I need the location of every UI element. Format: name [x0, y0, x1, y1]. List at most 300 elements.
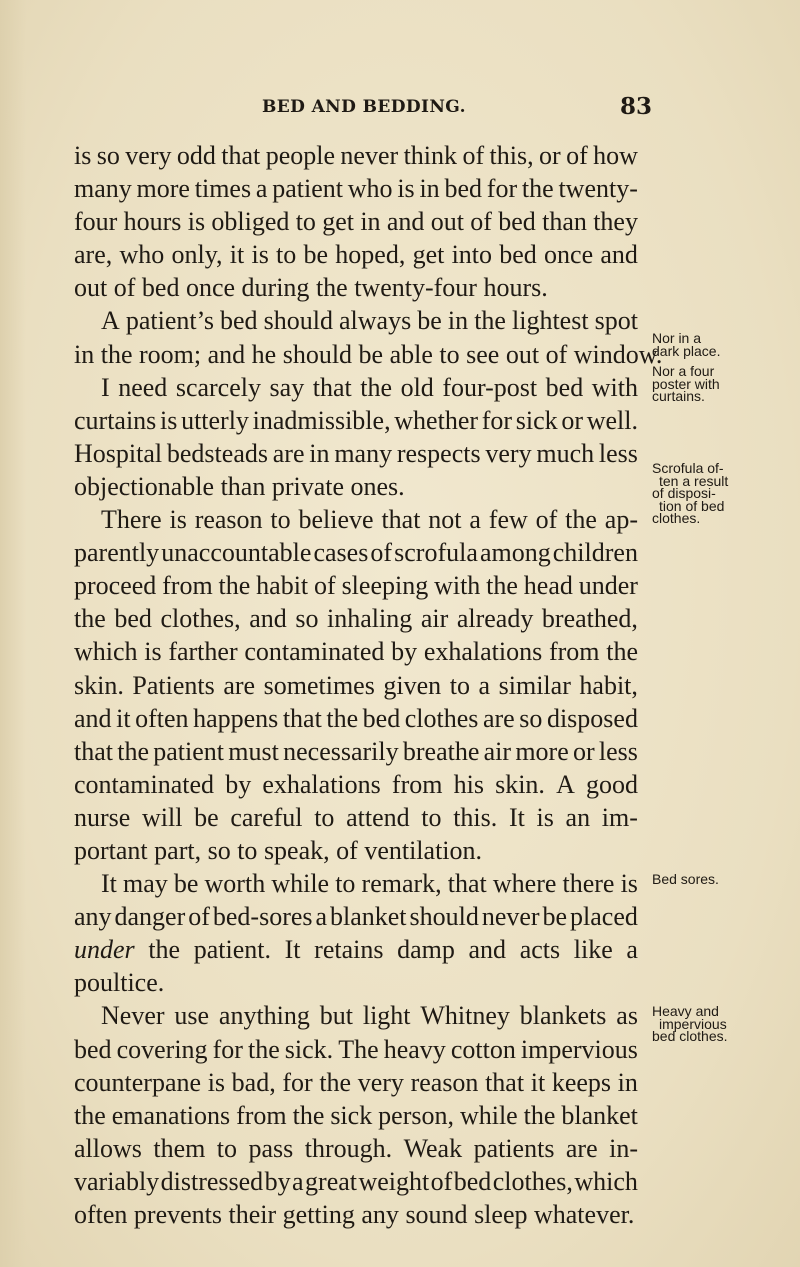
word: more — [515, 736, 569, 766]
word: danger — [114, 902, 186, 932]
word: of — [545, 339, 568, 369]
word: from — [548, 637, 600, 667]
word: worth — [204, 869, 266, 899]
word: it — [229, 240, 245, 270]
word: bed — [220, 306, 258, 336]
word: how — [593, 141, 638, 170]
word: is — [620, 869, 638, 899]
word: sound — [405, 1200, 468, 1229]
word: may — [123, 869, 168, 899]
word: spot — [594, 306, 638, 336]
word: good — [585, 769, 638, 799]
text-line — [74, 702, 638, 735]
word: Whitney — [420, 1001, 510, 1031]
word: the — [606, 637, 638, 667]
word: parently — [74, 538, 160, 568]
word: much — [536, 438, 595, 468]
text-line — [74, 569, 638, 602]
word: many — [334, 438, 393, 468]
word: that — [74, 736, 113, 766]
word: prevents — [133, 1200, 223, 1229]
word: believe — [298, 505, 374, 535]
word: scarcely — [175, 372, 261, 402]
word: keeps — [551, 1067, 612, 1097]
word: ap- — [604, 505, 638, 535]
word: a — [292, 1166, 304, 1196]
sidenote-dark-place — [652, 332, 752, 357]
word: are — [272, 438, 305, 468]
word: unaccountable — [161, 538, 312, 568]
word: im- — [601, 802, 638, 832]
word: reason — [410, 1067, 479, 1097]
word: heavy — [383, 1034, 446, 1064]
word: contaminated — [244, 637, 385, 667]
word: to — [276, 240, 297, 270]
word: is — [160, 405, 178, 435]
word: by — [391, 637, 418, 667]
word: inadmissible, — [252, 405, 391, 435]
word: It — [101, 869, 117, 899]
word: There — [101, 505, 162, 535]
word: in — [617, 1067, 638, 1097]
word: sleeping — [341, 571, 429, 601]
word: patient. — [193, 935, 271, 965]
word: cases — [313, 538, 369, 568]
word: nurse — [74, 802, 131, 832]
word: where — [492, 869, 557, 899]
word: pass — [248, 1133, 294, 1163]
word: so — [207, 835, 231, 865]
word: is — [397, 174, 415, 204]
word: the — [148, 935, 181, 965]
word: think — [403, 141, 458, 170]
word: of — [462, 141, 485, 170]
word: clothes, — [160, 604, 241, 634]
word: than — [542, 207, 587, 237]
word: than — [220, 471, 266, 501]
word: or — [561, 405, 584, 435]
word: Hospital — [74, 438, 163, 468]
word: of — [370, 538, 393, 568]
word: allows — [74, 1133, 142, 1163]
word: twenty- — [558, 174, 638, 204]
word: Never — [101, 1001, 165, 1031]
body-text — [74, 139, 663, 1231]
word: the — [360, 372, 393, 402]
text-line — [74, 602, 638, 635]
word: of — [535, 505, 558, 535]
word: the — [247, 1034, 280, 1064]
word: of — [113, 273, 136, 303]
word: less — [598, 438, 638, 468]
word: twenty-four — [354, 273, 477, 303]
word: the — [74, 604, 106, 634]
word: that — [221, 141, 261, 170]
text-line — [74, 933, 638, 966]
running-head — [262, 93, 652, 123]
word: but — [319, 1001, 353, 1031]
word: bad, — [231, 1067, 276, 1097]
page-number: 83 — [619, 93, 652, 120]
word: already — [456, 604, 534, 634]
word: which — [574, 1166, 638, 1196]
word: covering — [116, 1034, 208, 1064]
word: objectionable — [74, 471, 215, 501]
text-line — [74, 304, 638, 337]
running-title: BED AND BEDDING. — [262, 97, 466, 117]
text-line — [74, 404, 638, 437]
word: this, — [489, 141, 534, 170]
word: more — [136, 174, 190, 204]
word: odd — [176, 141, 216, 170]
word: the — [319, 1067, 352, 1097]
word: through. — [304, 1133, 393, 1163]
word: so — [96, 141, 120, 170]
word: proceed — [74, 571, 157, 601]
word: a — [626, 935, 638, 965]
sidenote-line: tion of bed — [659, 497, 725, 514]
word: bed — [444, 174, 482, 204]
text-line — [74, 371, 638, 404]
word: the — [565, 505, 597, 535]
word: skin. — [495, 769, 545, 799]
word: lightest — [512, 306, 589, 336]
word: any — [74, 902, 112, 932]
word: remark, — [361, 869, 442, 899]
word: the — [117, 736, 150, 766]
word: to — [295, 207, 316, 237]
word: and — [468, 935, 507, 965]
word: inhaling — [327, 604, 413, 634]
sidenote-line: Bed sores. — [652, 871, 719, 887]
word: the — [523, 1100, 556, 1130]
word: must — [228, 736, 279, 766]
word: the — [474, 306, 506, 336]
word: retains — [314, 935, 384, 965]
word: is — [144, 637, 162, 667]
word: or — [572, 736, 595, 766]
word: often — [74, 1200, 128, 1229]
text-line — [74, 1066, 638, 1099]
word: and — [600, 240, 638, 270]
word: out — [430, 207, 464, 237]
word: few — [488, 505, 528, 535]
word: scrofula — [394, 538, 478, 568]
word: an — [565, 802, 591, 832]
word: the — [100, 339, 133, 369]
word: great — [305, 1166, 357, 1196]
word: necessarily — [283, 736, 399, 766]
word: light — [362, 1001, 411, 1031]
word: to — [216, 1133, 238, 1163]
word: are — [565, 1133, 598, 1163]
word: four-post — [442, 372, 538, 402]
word: clothes — [404, 703, 479, 733]
word: the — [486, 571, 518, 601]
word: be — [542, 902, 568, 932]
word: the — [521, 174, 554, 204]
word: patients — [473, 1133, 555, 1163]
word: which — [74, 637, 138, 667]
word: getting — [282, 1200, 355, 1229]
word: a — [255, 174, 268, 204]
sidenote-line: clothes. — [652, 510, 701, 526]
word: bed — [498, 207, 536, 237]
text-line — [74, 834, 638, 867]
page-edge-shadow — [0, 0, 26, 1267]
word: their — [228, 1200, 277, 1229]
word: able — [389, 339, 433, 369]
word: once — [544, 240, 594, 270]
word: and — [207, 339, 246, 369]
word: under — [74, 935, 135, 965]
word: very — [125, 141, 172, 170]
text-line — [74, 1165, 638, 1198]
word: to — [335, 869, 356, 899]
sidenote-line: Heavy and — [652, 1003, 719, 1019]
word: distressed — [160, 1166, 264, 1196]
word: to — [314, 802, 335, 832]
word: while — [459, 1100, 518, 1130]
word: be — [303, 240, 329, 270]
word: who — [347, 174, 393, 204]
word: they — [593, 207, 638, 237]
word: of — [188, 902, 210, 932]
word: a — [478, 670, 491, 700]
word: utterly — [181, 405, 249, 435]
word: is — [536, 802, 554, 832]
word: air — [483, 736, 512, 766]
word: of — [470, 207, 492, 237]
word: portant — [74, 835, 148, 865]
word: four — [74, 207, 118, 237]
word: is — [251, 240, 269, 270]
word: variably — [74, 1166, 160, 1196]
word: under — [578, 571, 638, 601]
word: bed — [362, 703, 401, 733]
word: never — [340, 141, 399, 170]
word: impervious — [520, 1034, 638, 1064]
text-line — [74, 768, 638, 801]
word: bed — [453, 1166, 492, 1196]
word: bed — [74, 1034, 112, 1064]
word: sick. — [284, 1034, 334, 1064]
word: I — [101, 372, 110, 402]
word: any — [361, 1200, 399, 1229]
word: emanations — [111, 1100, 231, 1130]
word: is — [207, 1067, 226, 1097]
word: his — [453, 769, 484, 799]
word: less — [598, 736, 638, 766]
word: that — [485, 1067, 525, 1097]
word: who — [119, 240, 165, 270]
word: with — [434, 571, 481, 601]
word: farther — [168, 637, 238, 667]
word: It — [508, 802, 525, 832]
word: private — [271, 471, 345, 501]
word: say — [269, 372, 305, 402]
word: people — [265, 141, 336, 170]
word: Weak — [403, 1133, 463, 1163]
word: he — [251, 339, 277, 369]
word: times — [194, 174, 252, 204]
word: get — [322, 207, 355, 237]
word: curtains — [74, 405, 157, 435]
word: in — [74, 339, 95, 369]
sidenote-line: Scrofula of- — [652, 460, 724, 476]
word: as — [616, 1001, 638, 1031]
word: very — [357, 1067, 404, 1097]
word: once — [185, 273, 236, 303]
word: to — [449, 670, 470, 700]
word: a — [315, 902, 328, 932]
sidenote-line: bed clothes. — [652, 1028, 728, 1044]
word: that — [447, 869, 487, 899]
word: person, — [378, 1100, 454, 1130]
word: A — [101, 306, 120, 336]
text-line — [74, 669, 638, 702]
word: is — [74, 141, 92, 170]
word: patient — [272, 174, 343, 204]
word: air — [420, 604, 449, 634]
word: and — [74, 703, 112, 733]
word: to — [270, 505, 291, 535]
word: The — [338, 1034, 379, 1064]
word: not — [428, 505, 462, 535]
text-line — [74, 635, 638, 668]
word: among — [479, 538, 551, 568]
word: children — [552, 538, 638, 568]
word: disposed — [546, 703, 638, 733]
word: often — [135, 703, 189, 733]
word: very — [485, 438, 532, 468]
text-line — [74, 1198, 638, 1231]
sidenote-bed-sores — [652, 873, 752, 886]
word: breathed, — [541, 604, 638, 634]
word: to — [439, 339, 460, 369]
word: weight — [358, 1166, 430, 1196]
word: be — [194, 802, 219, 832]
text-line — [74, 867, 638, 900]
word: in — [419, 174, 440, 204]
word: will — [142, 802, 183, 832]
word: given — [383, 670, 442, 700]
word: patient — [153, 736, 225, 766]
word: for — [212, 1034, 243, 1064]
word: the — [315, 273, 348, 303]
word: sick — [515, 405, 558, 435]
word: is — [169, 505, 187, 535]
text-line — [74, 470, 638, 503]
sidenote-scrofula — [652, 462, 752, 525]
word: obliged — [211, 207, 290, 237]
word: that — [312, 372, 352, 402]
word: the — [218, 571, 251, 601]
word: and — [386, 207, 425, 237]
word: Patients — [132, 670, 215, 700]
word: them — [153, 1133, 206, 1163]
text-line — [74, 503, 638, 536]
word: blanket — [561, 1100, 638, 1130]
text-line — [74, 801, 638, 834]
word: is — [187, 207, 206, 237]
word: hours — [123, 207, 182, 237]
word: for — [282, 1067, 313, 1097]
text-line — [74, 966, 638, 999]
word: A — [556, 769, 575, 799]
text-line — [74, 271, 638, 304]
word: poultice. — [74, 968, 165, 998]
word: of — [314, 571, 336, 601]
word: window. — [573, 339, 663, 369]
word: bedsteads — [166, 438, 268, 468]
word: always — [339, 306, 412, 336]
word: bed — [545, 372, 584, 402]
word: similar — [498, 670, 571, 700]
word: part, — [154, 835, 202, 865]
word: patient’s — [125, 306, 214, 336]
word: of — [566, 141, 588, 170]
sidenote-line: of disposi- — [652, 485, 716, 501]
word: the — [292, 1100, 325, 1130]
word: placed — [570, 902, 638, 932]
word: blankets — [519, 1001, 607, 1031]
word: old — [400, 372, 434, 402]
word: breathe — [402, 736, 480, 766]
word: respects — [396, 438, 481, 468]
word: into — [451, 240, 493, 270]
word: the — [326, 703, 359, 733]
word: be — [173, 869, 199, 899]
word: from — [162, 571, 213, 601]
text-line — [74, 205, 638, 238]
word: habit — [256, 571, 309, 601]
word: well. — [586, 405, 638, 435]
word: attend — [346, 802, 410, 832]
word: anything — [218, 1001, 310, 1031]
sidenote-line: impervious — [659, 1015, 727, 1032]
word: counterpane — [74, 1067, 202, 1097]
word: of — [336, 835, 358, 865]
word: ventilation. — [364, 835, 483, 865]
word: for — [486, 174, 518, 204]
word: room; — [139, 339, 202, 369]
word: of — [430, 1166, 453, 1196]
word: bed-sores — [212, 902, 313, 932]
word: to — [421, 802, 442, 832]
text-line — [74, 1132, 638, 1165]
word: exhalations — [262, 769, 381, 799]
word: be — [358, 339, 384, 369]
word: careful — [230, 802, 303, 832]
word: sometimes — [263, 670, 375, 700]
word: out — [74, 273, 108, 303]
sidenote-line: poster with — [652, 375, 720, 392]
sidenote-line: ten a result — [659, 472, 729, 489]
word: like — [573, 935, 613, 965]
word: are — [482, 703, 515, 733]
word: during — [241, 273, 310, 303]
word: and — [249, 604, 287, 634]
text-line — [74, 1033, 638, 1066]
word: are — [223, 670, 256, 700]
word: in — [360, 207, 381, 237]
word: get — [412, 240, 445, 270]
word: it — [530, 1067, 546, 1097]
word: the — [74, 1100, 106, 1130]
word: in — [447, 306, 469, 336]
word: hours. — [483, 273, 548, 303]
